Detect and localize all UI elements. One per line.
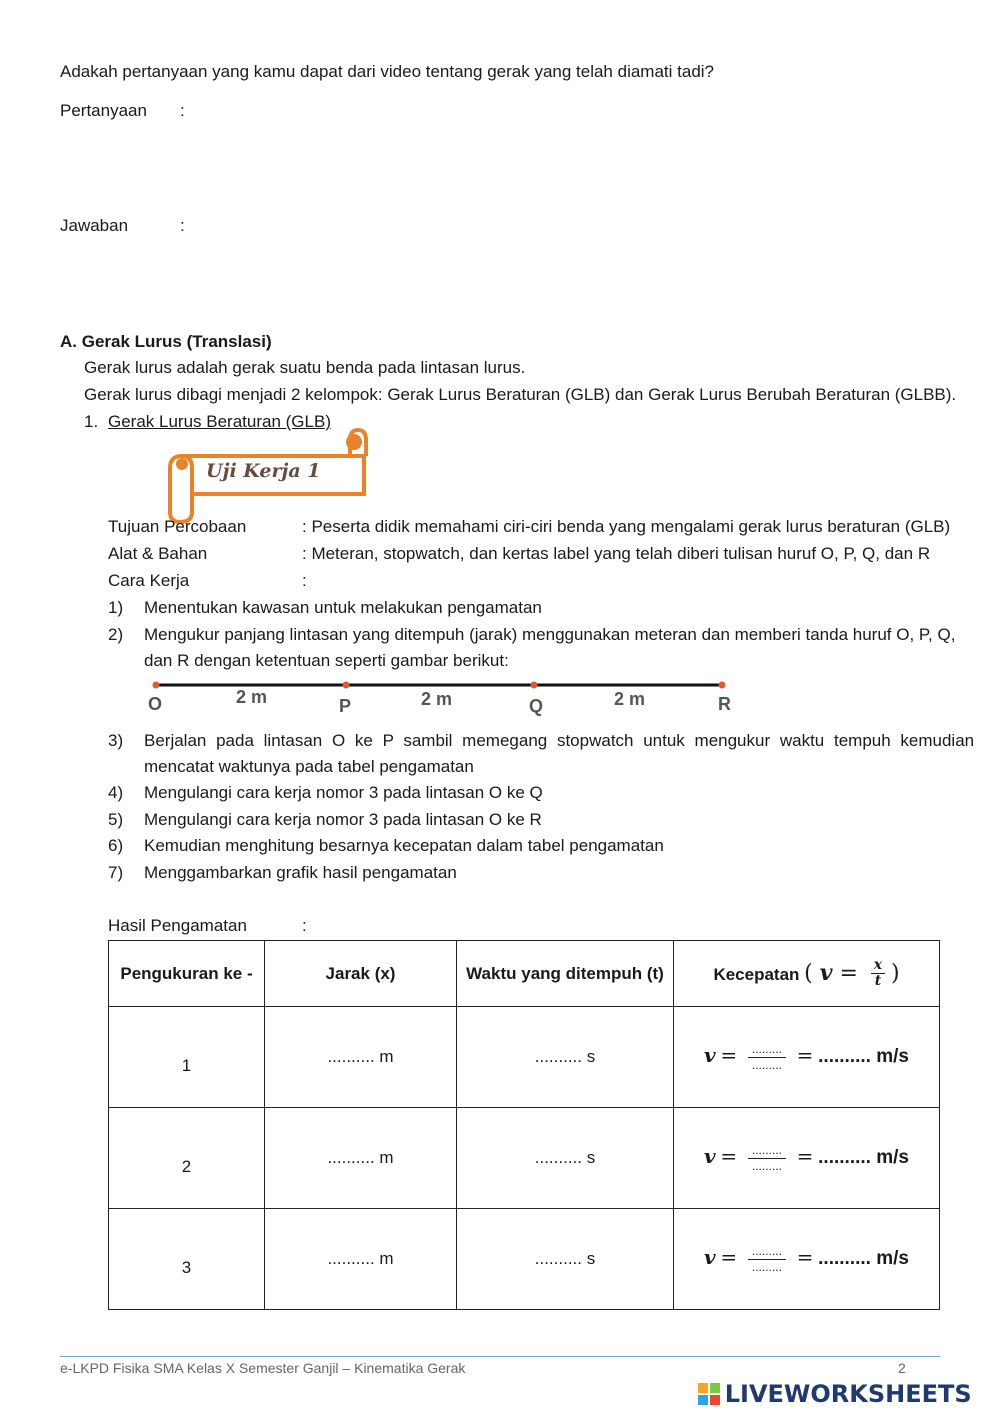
table-row — [109, 1007, 940, 1108]
tujuan-value: : Peserta didik memahami ciri-ciri benda yang mengalami gerak lurus beraturan (GLB) — [302, 517, 951, 536]
track-label-r: R — [718, 694, 731, 714]
row-1-num[interactable]: ......... — [751, 1042, 782, 1056]
results-label: Hasil Pengamatan — [108, 916, 247, 935]
row-3-num[interactable]: ......... — [751, 1244, 782, 1258]
track-dot-q — [531, 682, 538, 689]
alat-label: Alat & Bahan — [108, 544, 208, 563]
header-kecepatan — [674, 941, 940, 1007]
row-1-den[interactable]: ......... — [751, 1058, 782, 1072]
logo-icon — [698, 1383, 720, 1405]
logo-text: LIVEWORKSHEETS — [724, 1380, 972, 1408]
step-1-num: 1) — [108, 598, 124, 617]
track-segment-3: 2 m — [614, 689, 646, 709]
footer-divider — [60, 1356, 940, 1357]
header-kecepatan-label: Kecepatan — [713, 964, 800, 984]
step-7-num: 7) — [108, 863, 124, 882]
step-6-text: Kemudian menghitung besarnya kecepatan dalam tabel pengamatan — [144, 836, 664, 855]
kecepatan-formula: ( $v = \frac{x}{t}$ ) — [804, 957, 900, 990]
subsection-number: 1. — [84, 412, 99, 431]
step-5-num: 5) — [108, 810, 124, 829]
row-1-waktu[interactable]: .......... s — [457, 1007, 674, 1108]
step-1-text: Menentukan kawasan untuk melakukan pengamatan — [144, 598, 542, 617]
header-jarak: Jarak (x) — [265, 941, 457, 1007]
header-waktu: Waktu yang ditempuh (t) — [457, 941, 674, 1007]
cara-label: Cara Kerja — [108, 571, 190, 590]
tujuan-label: Tujuan Percobaan — [108, 517, 247, 536]
liveworksheets-logo — [698, 1380, 972, 1408]
track-dot-p — [343, 682, 350, 689]
banner-text: Uji Kerja 1 — [206, 460, 321, 482]
row-2-waktu[interactable]: .......... s — [457, 1108, 674, 1209]
footer-text: e-LKPD Fisika SMA Kelas X Semester Ganjil – Kinematika Gerak — [60, 1360, 466, 1376]
row-2-v: v — [704, 1143, 716, 1168]
track-segment-2: 2 m — [421, 689, 453, 709]
step-2-num: 2) — [108, 625, 124, 644]
step-3-text: Berjalan pada lintasan O ke P sambil memegang stopwatch untuk mengukur waktu tempuh kemudian — [144, 731, 975, 750]
track-dot-o — [153, 682, 160, 689]
row-3-jarak[interactable]: .......... m — [265, 1209, 457, 1310]
row-1-kecepatan[interactable]: $v = \frac{.........}{.........}$ = .......... m/s — [674, 1007, 940, 1108]
answer-colon: : — [180, 216, 185, 235]
row-3-waktu[interactable]: .......... s — [457, 1209, 674, 1310]
track-dot-r — [719, 682, 726, 689]
row-3-kecepatan[interactable]: $v = \frac{.........}{.........}$ = .......... m/s — [674, 1209, 940, 1310]
section-line-2: Gerak lurus dibagi menjadi 2 kelompok: Gerak Lurus Beraturan (GLB) dan Gerak Lurus Berubah Beraturan (GLBB). — [84, 385, 957, 404]
step-3-num: 3) — [108, 731, 124, 750]
observation-table — [108, 940, 940, 1310]
step-2-text: Mengukur panjang lintasan yang ditempuh (jarak) menggunakan meteran dan memberi tanda huruf O, P, Q, — [144, 625, 956, 644]
row-2-number: 2 — [109, 1108, 265, 1209]
row-3-result[interactable]: .......... m/s — [818, 1247, 909, 1269]
section-heading: A. Gerak Lurus (Translasi) — [60, 332, 272, 351]
answer-label: Jawaban — [60, 216, 129, 235]
alat-value: : Meteran, stopwatch, dan kertas label yang telah diberi tulisan huruf O, P, Q, dan R — [302, 544, 931, 563]
track-segment-1: 2 m — [236, 687, 268, 707]
question-colon: : — [180, 101, 185, 120]
row-3-number: 3 — [109, 1209, 265, 1310]
step-3-text-cont: mencatat waktunya pada tabel pengamatan — [144, 757, 474, 776]
row-3-den[interactable]: ......... — [751, 1260, 782, 1274]
track-diagram — [140, 676, 740, 720]
subsection-title: Gerak Lurus Beraturan (GLB) — [108, 412, 331, 431]
row-1-result[interactable]: .......... m/s — [818, 1045, 909, 1067]
formula-v: v — [819, 959, 833, 986]
table-row — [109, 1209, 940, 1310]
results-colon: : — [302, 916, 307, 935]
step-4-num: 4) — [108, 783, 124, 802]
step-2-text-cont: dan R dengan ketentuan seperti gambar berikut: — [144, 651, 509, 670]
row-1-jarak[interactable]: .......... m — [265, 1007, 457, 1108]
table-row — [109, 1108, 940, 1209]
question-prompt: Adakah pertanyaan yang kamu dapat dari video tentang gerak yang telah diamati tadi? — [60, 62, 715, 81]
step-6-num: 6) — [108, 836, 124, 855]
row-2-num[interactable]: ......... — [751, 1143, 782, 1157]
section-line-1: Gerak lurus adalah gerak suatu benda pada lintasan lurus. — [84, 358, 526, 377]
header-pengukuran: Pengukuran ke - — [109, 941, 265, 1007]
step-7-text: Menggambarkan grafik hasil pengamatan — [144, 863, 457, 882]
track-label-p: P — [339, 696, 352, 716]
step-5-text: Mengulangi cara kerja nomor 3 pada lintasan O ke R — [144, 810, 542, 829]
formula-x: x — [873, 957, 883, 974]
cara-colon: : — [302, 571, 307, 590]
row-1-v: v — [704, 1042, 716, 1067]
step-4-text: Mengulangi cara kerja nomor 3 pada lintasan O ke Q — [144, 783, 543, 802]
row-2-jarak[interactable]: .......... m — [265, 1108, 457, 1209]
row-2-den[interactable]: ......... — [751, 1159, 782, 1173]
row-2-result[interactable]: .......... m/s — [818, 1146, 909, 1168]
row-3-v: v — [704, 1244, 716, 1269]
track-label-q: Q — [529, 696, 544, 716]
question-label: Pertanyaan — [60, 101, 147, 120]
row-1-number: 1 — [109, 1007, 265, 1108]
track-label-o: O — [148, 694, 163, 714]
row-2-kecepatan[interactable]: $v = \frac{.........}{.........}$ = .......... m/s — [674, 1108, 940, 1209]
formula-t: t — [874, 973, 882, 990]
footer-page-number: 2 — [898, 1360, 906, 1376]
